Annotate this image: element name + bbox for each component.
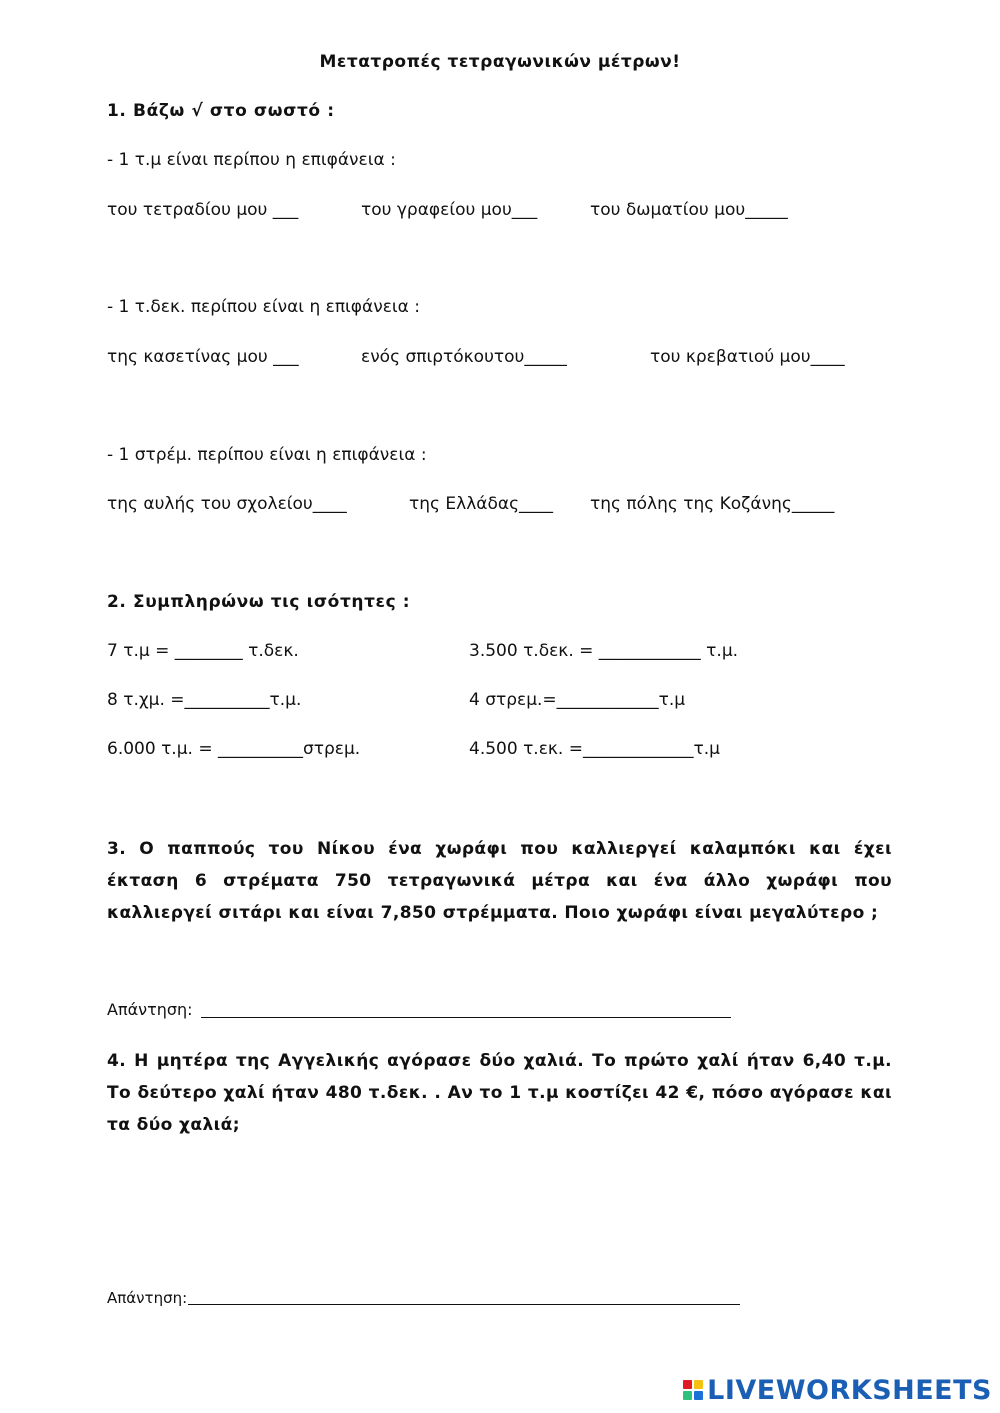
q2-equality-left-1[interactable]: 7 τ.μ = ________ τ.δεκ. [107,641,299,661]
logo-mark-icon [683,1380,703,1400]
logo-square-red [683,1380,692,1389]
logo-square-yellow [694,1380,703,1389]
q3-answer-label: Απάντηση: [107,1000,193,1019]
q1-group2-prompt: - 1 τ.δεκ. περίπου είναι η επιφάνεια : [107,297,421,317]
q1-group3-option-2[interactable]: της Ελλάδας____ [409,494,554,514]
q1-group1-prompt: - 1 τ.μ είναι περίπου η επιφάνεια : [107,150,396,170]
q1-group3-prompt: - 1 στρέμ. περίπου είναι η επιφάνεια : [107,445,427,465]
q3-text: 3. Ο παππούς του Νίκου ένα χωράφι που καλλιεργεί καλαμπόκι και έχει έκταση 6 στρέματα 750 τετραγωνικά μέτρα και ένα άλλο χωράφι που καλλιεργεί σιτάρι και είναι 7,850 στρέμματα. Ποιο χωράφι είναι μεγαλύτερο ; [107,839,892,923]
logo-square-blue [694,1391,703,1400]
q4-answer-line[interactable] [188,1304,740,1305]
q1-group2-option-2[interactable]: ενός σπιρτόκουτου_____ [361,347,567,367]
q1-group2-option-1[interactable]: της κασετίνας μου ___ [107,347,299,367]
logo-text: LIVEWORKSHEETS [707,1374,992,1406]
q2-heading: 2. Συμπληρώνω τις ισότητες : [107,592,411,612]
q2-equality-right-2[interactable]: 4 στρεμ.=____________τ.μ [469,690,686,710]
page-title: Μετατροπές τετραγωνικών μέτρων! [319,52,681,72]
q1-group1-option-3[interactable]: του δωματίου μου_____ [590,200,788,220]
q1-group1-option-2[interactable]: του γραφείου μου___ [361,200,538,220]
q2-equality-left-2[interactable]: 8 τ.χμ. =__________τ.μ. [107,690,302,710]
q4-answer-label: Απάντηση: [107,1289,188,1307]
q4-text: 4. Η μητέρα της Αγγελικής αγόρασε δύο χαλιά. Το πρώτο χαλί ήταν 6,40 τ.μ. Το δεύτερο χαλί ήταν 480 τ.δεκ. . Αν το 1 τ.μ κοστίζει 42 €, πόσο αγόρασε και τα δύο χαλιά; [107,1051,892,1135]
q2-equality-right-3[interactable]: 4.500 τ.εκ. =_____________τ.μ [469,739,720,759]
q1-group3-option-3[interactable]: της πόλης της Κοζάνης_____ [590,494,835,514]
q2-equality-left-3[interactable]: 6.000 τ.μ. = __________στρεμ. [107,739,361,759]
q2-equality-right-1[interactable]: 3.500 τ.δεκ. = ____________ τ.μ. [469,641,739,661]
q1-group2-option-3[interactable]: του κρεβατιού μου____ [650,347,845,367]
liveworksheets-logo [683,1373,992,1407]
q1-heading: 1. Βάζω √ στο σωστό : [107,101,335,121]
q1-group3-option-1[interactable]: της αυλής του σχολείου____ [107,494,347,514]
q3-answer-line[interactable] [201,1017,731,1018]
q1-group1-option-1[interactable]: του τετραδίου μου ___ [107,200,299,220]
logo-square-green [683,1391,692,1400]
